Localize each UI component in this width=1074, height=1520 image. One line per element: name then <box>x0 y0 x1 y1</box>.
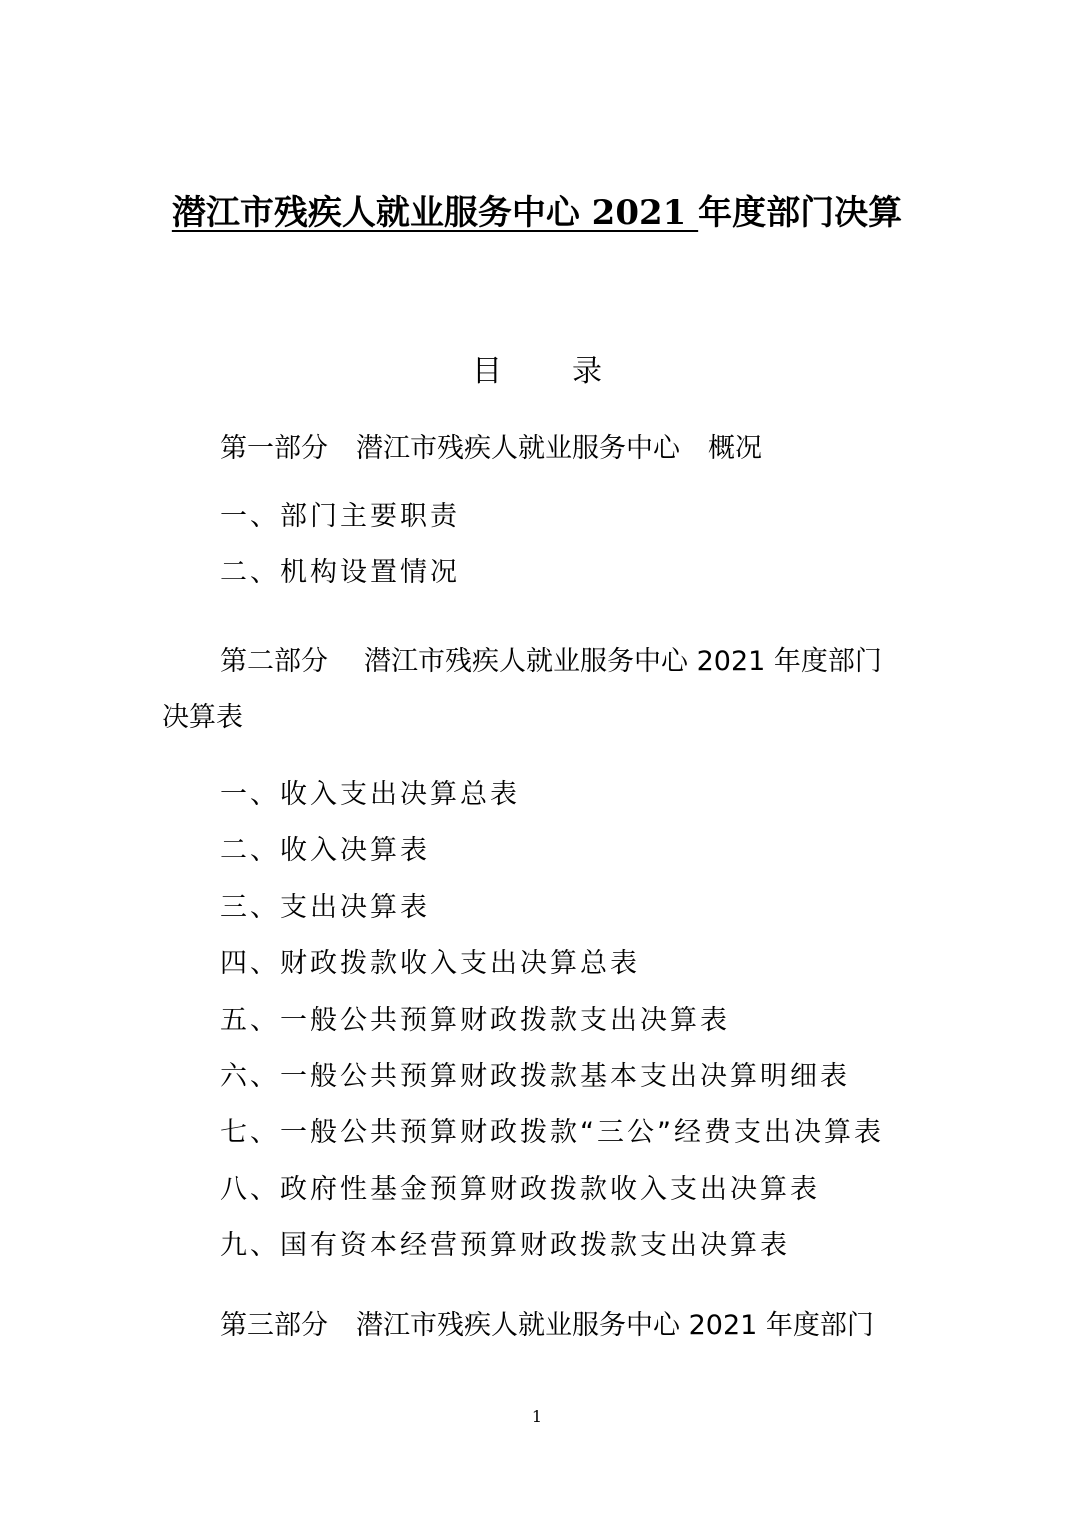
part1-text-a: 潜江市残疾人就业服务中心 <box>356 433 680 464</box>
part2-item-8: 八、政府性基金预算财政拨款收入支出决算表 <box>220 1174 820 1205</box>
document-title-underlined: 潜江市残疾人就业服务中心 2021 <box>171 193 699 233</box>
part2-heading <box>220 642 882 682</box>
part3-label: 第三部分 <box>220 1310 328 1341</box>
part3-text-line1: 潜江市残疾人就业服务中心 2021 年度部门 <box>356 1310 874 1341</box>
part2-item-3: 三、支出决算表 <box>220 892 430 923</box>
part3-heading <box>220 1306 874 1346</box>
part2-item-9: 九、国有资本经营预算财政拨款支出决算表 <box>220 1230 790 1261</box>
part1-text-b: 概况 <box>708 433 762 464</box>
toc-heading <box>0 350 1074 394</box>
part2-item-1: 一、收入支出决算总表 <box>220 779 520 810</box>
part2-item-2: 二、收入决算表 <box>220 835 430 866</box>
document-title-rest: 年度部门决算 <box>698 193 903 233</box>
page-number: 1 <box>531 1407 543 1426</box>
toc-heading-char-1: 目 <box>472 354 502 389</box>
part2-label: 第二部分 <box>220 646 328 677</box>
part1-item-2: 二、机构设置情况 <box>220 557 460 588</box>
toc-heading-char-2: 录 <box>572 354 602 389</box>
part2-item-5: 五、一般公共预算财政拨款支出决算表 <box>220 1005 730 1036</box>
part2-item-6: 六、一般公共预算财政拨款基本支出决算明细表 <box>220 1061 850 1092</box>
part2-item-7: 七、一般公共预算财政拨款“三公”经费支出决算表 <box>220 1117 884 1148</box>
part2-text-line1: 潜江市残疾人就业服务中心 2021 年度部门 <box>364 646 882 677</box>
document-title <box>0 188 1074 238</box>
part1-item-1: 一、部门主要职责 <box>220 501 460 532</box>
part1-label: 第一部分 <box>220 433 328 464</box>
part2-item-4: 四、财政拨款收入支出决算总表 <box>220 948 640 979</box>
part2-text-line2: 决算表 <box>162 702 243 733</box>
part1-heading <box>220 429 762 469</box>
